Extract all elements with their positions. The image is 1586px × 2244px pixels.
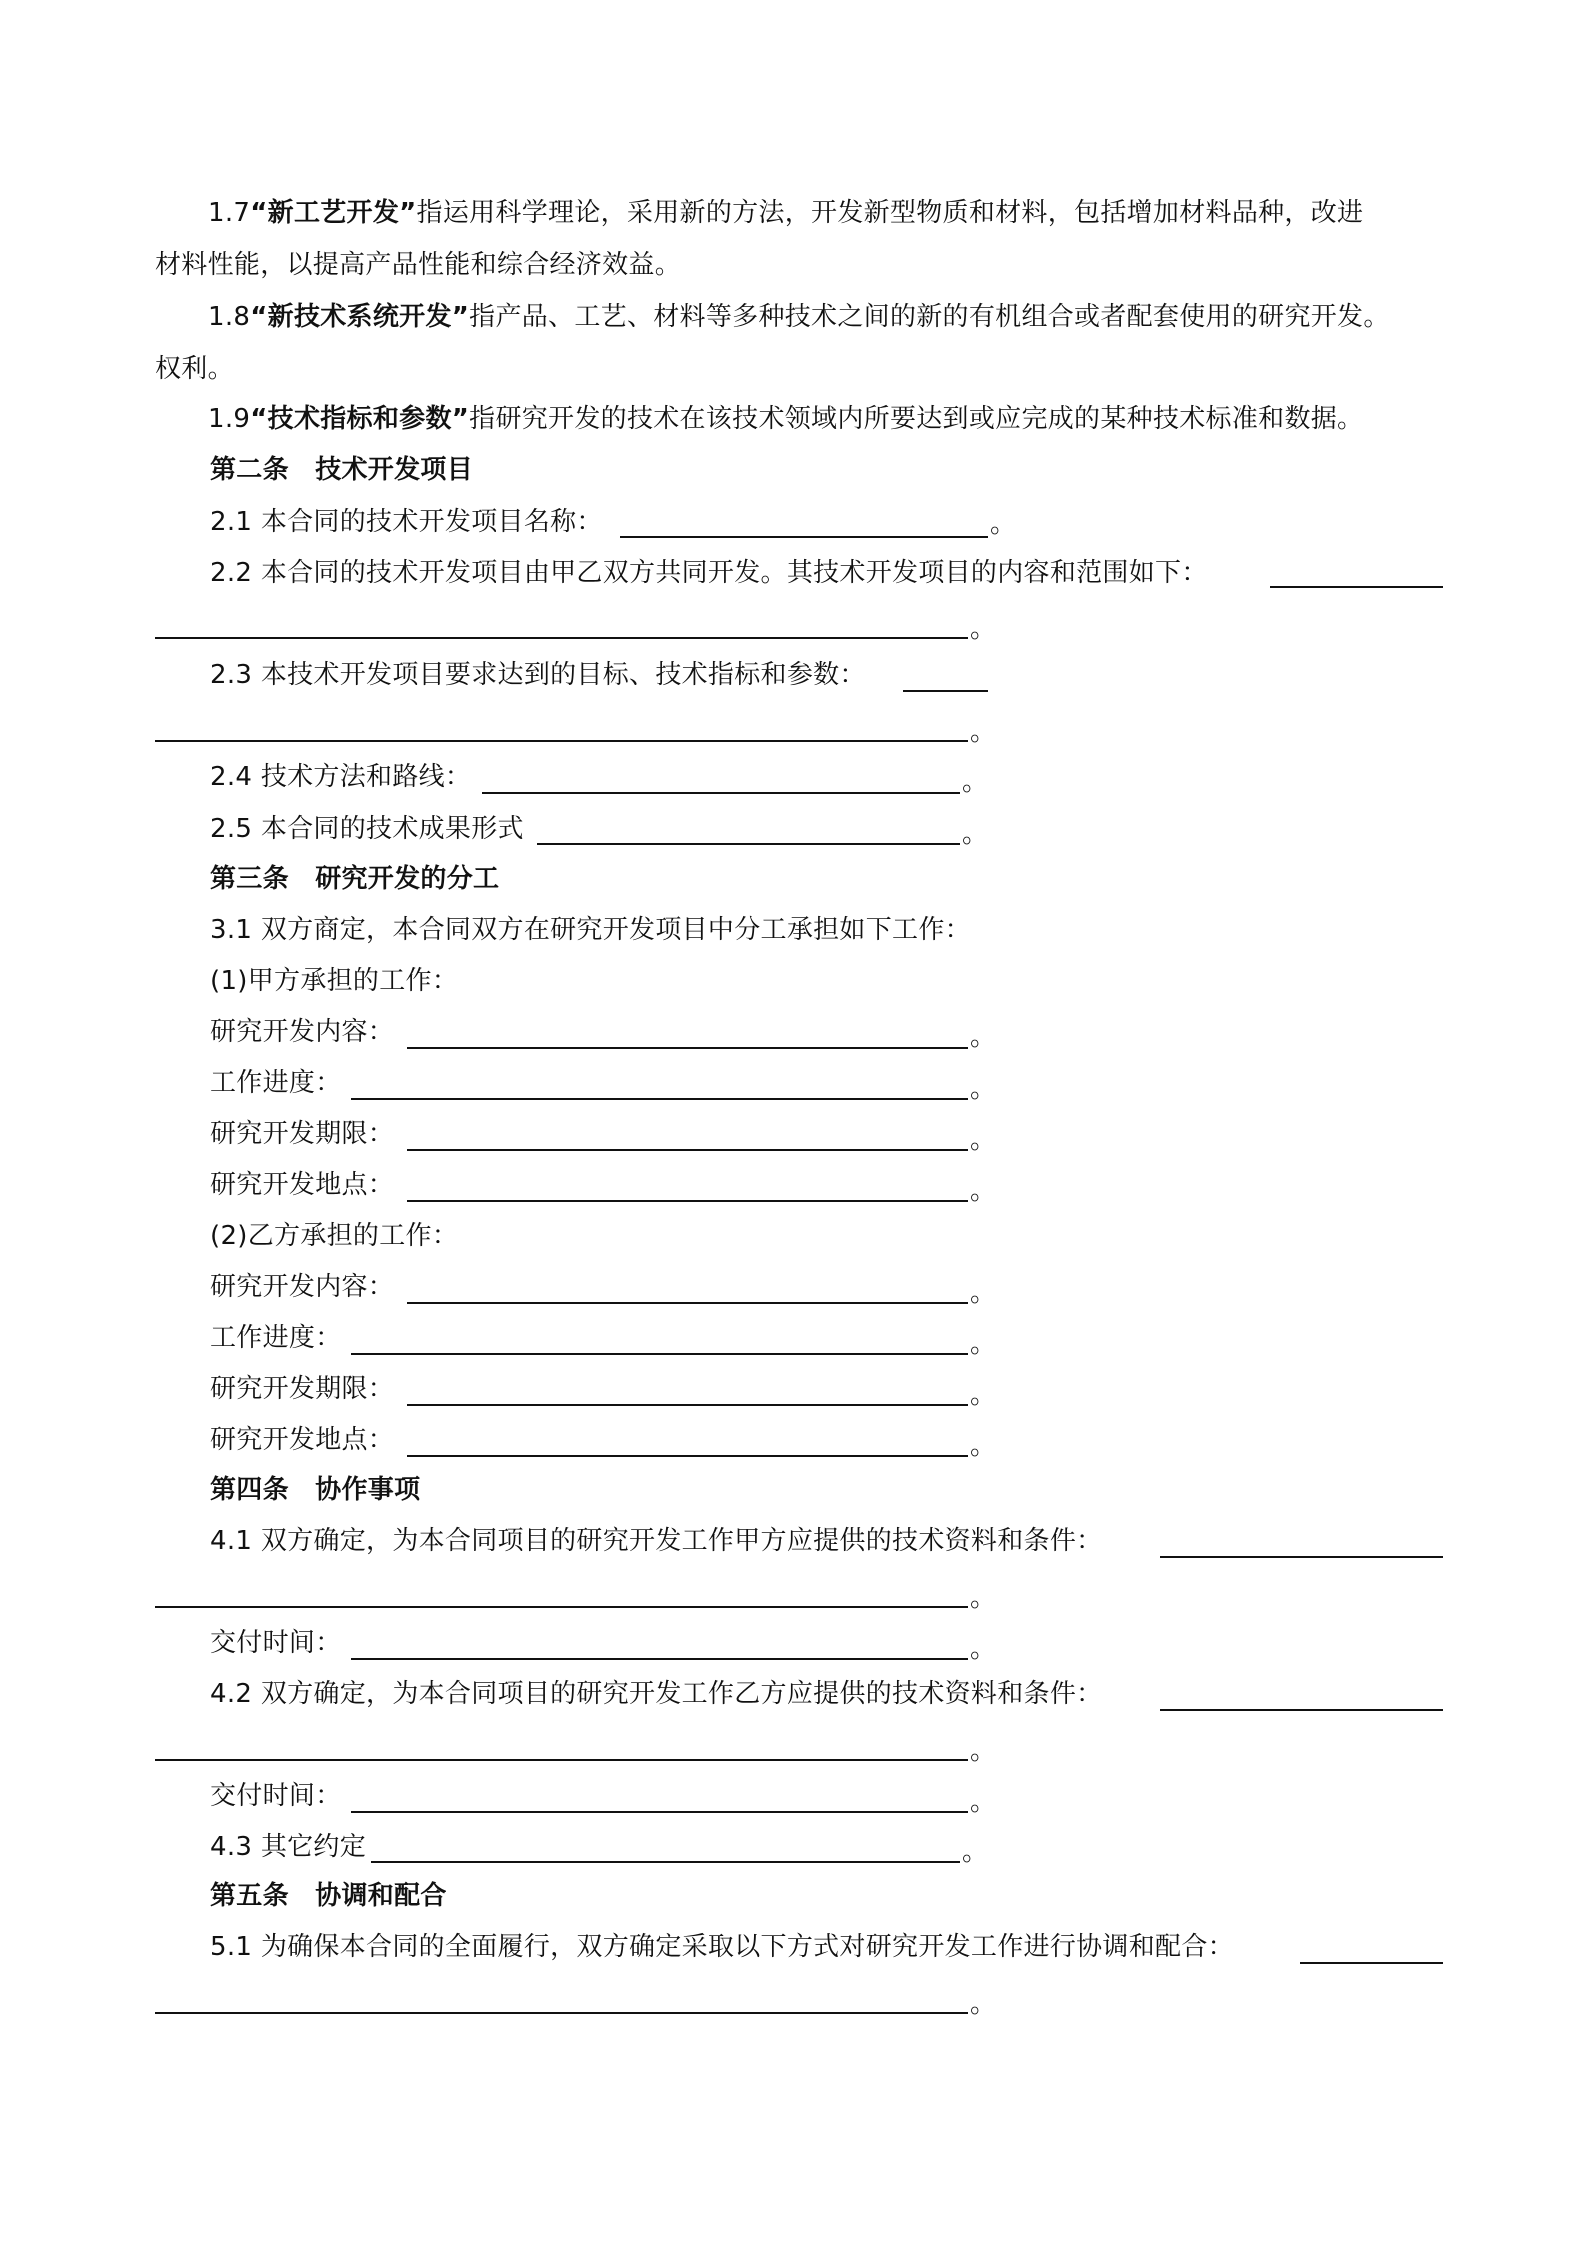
period-mark: 。 <box>970 1583 997 1613</box>
definition-1-9 <box>208 402 1363 436</box>
definition-1-7 <box>208 196 1363 230</box>
blank-2-5[interactable] <box>537 843 960 845</box>
party-a-content-blank[interactable] <box>407 1047 968 1049</box>
clause-2-1: 2.1 本合同的技术开发项目名称： <box>210 507 603 537</box>
blank-4-3[interactable] <box>371 1861 960 1863</box>
period-mark: 。 <box>970 1431 997 1461</box>
party-a-place-blank[interactable] <box>407 1200 968 1202</box>
period-mark: 。 <box>970 1736 997 1766</box>
party-a-progress-blank[interactable] <box>351 1098 968 1100</box>
defined-term: “新工艺开发” <box>250 198 417 228</box>
party-b-content-label: 研究开发内容： <box>210 1272 395 1302</box>
party-b-period-blank[interactable] <box>407 1404 968 1406</box>
delivery-time-b-label: 交付时间： <box>210 1781 342 1811</box>
period-mark: 。 <box>970 1989 997 2019</box>
clause-2-5: 2.5 本合同的技术成果形式 <box>210 814 524 844</box>
clause-number: 1.7 <box>208 198 251 228</box>
blank-2-4[interactable] <box>482 792 960 794</box>
defined-term: “新技术系统开发” <box>250 302 470 332</box>
blank-4-2a[interactable] <box>1160 1709 1443 1711</box>
party-a-progress-label: 工作进度： <box>210 1068 342 1098</box>
party-a-period-blank[interactable] <box>407 1149 968 1151</box>
blank-5-1b[interactable] <box>155 2012 968 2014</box>
period-mark: 。 <box>970 1074 997 1104</box>
party-b-period-label: 研究开发期限： <box>210 1374 395 1404</box>
period-mark: 。 <box>970 1278 997 1308</box>
definition-text: 指研究开发的技术在该技术领域内所要达到或应完成的某种技术标准和数据。 <box>469 404 1364 434</box>
period-mark: 。 <box>970 1176 997 1206</box>
article-3-heading: 第三条 研究开发的分工 <box>210 864 500 894</box>
delivery-time-b-blank[interactable] <box>351 1811 968 1813</box>
period-mark: 。 <box>970 1125 997 1155</box>
party-b-progress-label: 工作进度： <box>210 1323 342 1353</box>
period-mark: 。 <box>962 819 989 849</box>
party-b-progress-blank[interactable] <box>351 1353 968 1355</box>
period-mark: 。 <box>970 1787 997 1817</box>
party-a-heading: (1)甲方承担的工作： <box>210 966 459 996</box>
blank-5-1a[interactable] <box>1300 1962 1443 1964</box>
party-a-place-label: 研究开发地点： <box>210 1170 395 1200</box>
clause-5-1: 5.1 为确保本合同的全面履行，双方确定采取以下方式对研究开发工作进行协调和配合： <box>210 1932 1234 1962</box>
party-b-content-blank[interactable] <box>407 1302 968 1304</box>
article-5-heading: 第五条 协调和配合 <box>210 1881 447 1911</box>
period-mark: 。 <box>970 1380 997 1410</box>
party-b-heading: (2)乙方承担的工作： <box>210 1221 459 1251</box>
period-mark: 。 <box>962 767 989 797</box>
definition-1-8-cont: 权利。 <box>155 354 234 384</box>
period-mark: 。 <box>970 1634 997 1664</box>
clause-number: 1.9 <box>208 404 251 434</box>
period-mark: 。 <box>970 1022 997 1052</box>
delivery-time-a-blank[interactable] <box>351 1658 968 1660</box>
clause-4-1: 4.1 双方确定，为本合同项目的研究开发工作甲方应提供的技术资料和条件： <box>210 1526 1103 1556</box>
clause-2-2: 2.2 本合同的技术开发项目由甲乙双方共同开发。其技术开发项目的内容和范围如下： <box>210 558 1208 588</box>
delivery-time-a-label: 交付时间： <box>210 1628 342 1658</box>
clause-3-1: 3.1 双方商定，本合同双方在研究开发项目中分工承担如下工作： <box>210 915 971 945</box>
blank-4-1a[interactable] <box>1160 1556 1443 1558</box>
period-mark: 。 <box>970 1329 997 1359</box>
party-b-place-blank[interactable] <box>407 1455 968 1457</box>
party-a-period-label: 研究开发期限： <box>210 1119 395 1149</box>
definition-1-7-cont: 材料性能，以提高产品性能和综合经济效益。 <box>155 250 682 280</box>
party-b-place-label: 研究开发地点： <box>210 1425 395 1455</box>
clause-number: 1.8 <box>208 302 251 332</box>
definition-1-8 <box>208 300 1390 334</box>
blank-2-2a[interactable] <box>1270 586 1443 588</box>
definition-text: 指运用科学理论，采用新的方法，开发新型物质和材料，包括增加材料品种，改进 <box>416 198 1364 228</box>
period-mark: 。 <box>970 717 997 747</box>
blank-2-3a[interactable] <box>903 690 988 692</box>
clause-4-3: 4.3 其它约定 <box>210 1832 367 1862</box>
article-4-heading: 第四条 协作事项 <box>210 1475 421 1505</box>
blank-2-1[interactable] <box>620 536 988 538</box>
blank-2-2b[interactable] <box>155 637 968 639</box>
blank-4-2b[interactable] <box>155 1759 968 1761</box>
blank-2-3b[interactable] <box>155 740 968 742</box>
period-mark: 。 <box>990 509 1017 539</box>
blank-4-1b[interactable] <box>155 1606 968 1608</box>
period-mark: 。 <box>962 1837 989 1867</box>
clause-2-3: 2.3 本技术开发项目要求达到的目标、技术指标和参数： <box>210 660 866 690</box>
clause-2-4: 2.4 技术方法和路线： <box>210 762 472 792</box>
party-a-content-label: 研究开发内容： <box>210 1017 395 1047</box>
period-mark: 。 <box>970 614 997 644</box>
clause-4-2: 4.2 双方确定，为本合同项目的研究开发工作乙方应提供的技术资料和条件： <box>210 1679 1103 1709</box>
defined-term: “技术指标和参数” <box>250 404 470 434</box>
definition-text: 指产品、工艺、材料等多种技术之间的新的有机组合或者配套使用的研究开发。 <box>469 302 1390 332</box>
article-2-heading: 第二条 技术开发项目 <box>210 455 474 485</box>
